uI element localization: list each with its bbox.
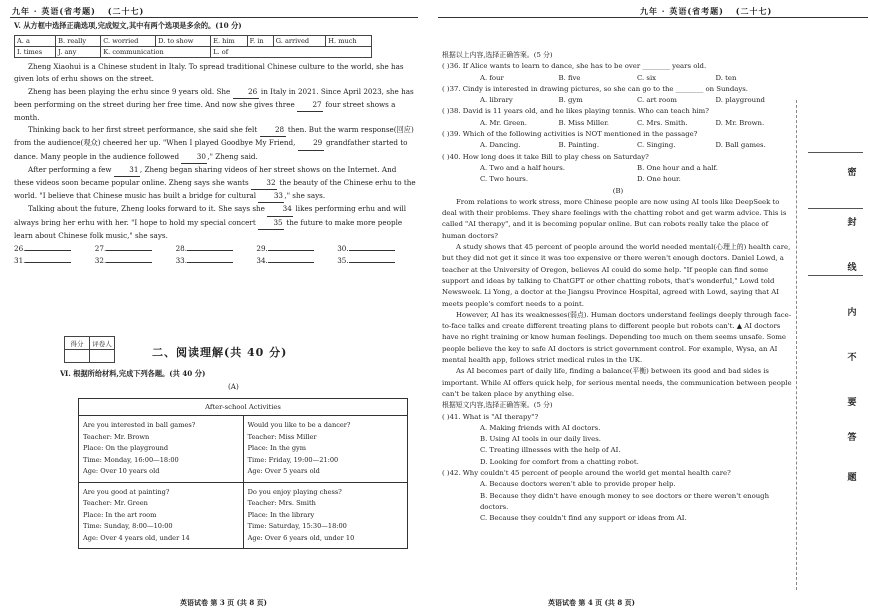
- marker-label: 评卷人: [90, 337, 115, 350]
- margin-rule: [808, 275, 863, 276]
- answer-row-2: [14, 255, 418, 267]
- bank-l: L. of: [211, 47, 372, 58]
- q38-stem: ( )38. David is 11 years old, and he likes playing tennis. Who can teach him?: [442, 107, 709, 116]
- activities-title: After-school Activities: [79, 399, 408, 416]
- q37-option-b[interactable]: B. gym: [558, 96, 583, 105]
- left-header-rule: [10, 17, 418, 18]
- margin-char-4: 内: [847, 308, 857, 318]
- score-cell[interactable]: [65, 350, 90, 363]
- activity-dancing: [243, 416, 407, 483]
- margin-rule: [808, 208, 863, 209]
- cloze-text: grandfather started to dance. Many people in the audience followed: [14, 138, 408, 161]
- blank-30[interactable]: 30: [181, 151, 207, 164]
- bank-i: I. times: [15, 47, 56, 58]
- q38-options: [442, 118, 794, 129]
- left-header-number: (二十七): [107, 6, 145, 16]
- activity-place: Place: On the playground: [83, 444, 169, 452]
- blank-29[interactable]: 29: [298, 137, 324, 150]
- activity-time: Time: Friday, 19:00—21:00: [247, 455, 339, 464]
- activity-age: Age: Over 5 years old: [247, 467, 320, 475]
- q40-options: [442, 163, 794, 186]
- q39-options: [442, 140, 794, 151]
- q39-option-d[interactable]: D. Ball games.: [715, 141, 766, 150]
- activity-painting: [79, 482, 244, 549]
- margin-char-7: 答: [847, 433, 857, 443]
- answer-label: 29.: [256, 244, 268, 254]
- cloze-text: ," she says.: [284, 191, 326, 201]
- q39-option-a[interactable]: A. Dancing.: [480, 141, 521, 150]
- q40-option-c[interactable]: C. Two hours.: [480, 175, 529, 184]
- word-bank: [14, 35, 372, 58]
- left-footer: 英语试卷 第 3 页 (共 8 页): [180, 598, 267, 607]
- cloze-text: the future to make more people learn about Chinese folk music," she says.: [14, 217, 403, 240]
- margin-rule: [808, 152, 863, 153]
- answer-label: 30.: [337, 244, 349, 254]
- score-box: [64, 336, 115, 363]
- instr-b: 根据短文内容,选择正确答案。(5 分): [442, 401, 553, 410]
- answer-line[interactable]: [349, 250, 395, 251]
- q39-stem: ( )39. Which of the following activities is NOT mentioned in the passage?: [442, 130, 698, 139]
- margin-char-1: 密: [847, 168, 857, 178]
- q41-option-b[interactable]: B. Using AI tools in our daily lives.: [480, 435, 601, 444]
- activity-question: Are you good at painting?: [83, 487, 170, 496]
- blank-26[interactable]: 26: [233, 86, 259, 99]
- passage-b-para-1: From relations to work stress, more Chinese people are now using AI tools like DeepSeek to deal with their problems. They share feelings with the chatting robot and get warm advice. This is called "AI therapy", and it is becoming popular online. But can robots really take the place of human doctors?: [442, 197, 787, 240]
- marker-cell[interactable]: [90, 350, 115, 363]
- cloze-text: the beauty of the Chinese erhu to the world. "I believe that Chinese music has built a bridge for cultural: [14, 178, 416, 201]
- blank-33[interactable]: 33: [258, 190, 284, 203]
- activity-age: Age: Over 4 years old, under 14: [83, 533, 190, 542]
- bank-g: G. arrived: [273, 36, 326, 47]
- bank-f: F. in: [247, 36, 273, 47]
- blank-34[interactable]: 34: [267, 203, 293, 216]
- section5-title: V. 从方框中选择正确选项,完成短文,其中有两个选项是多余的。(10 分): [14, 21, 242, 30]
- activity-teacher: Teacher: Miss Miller: [247, 432, 317, 441]
- q36-option-a[interactable]: A. four: [480, 73, 504, 82]
- q40-option-a[interactable]: A. Two and a half hours.: [480, 163, 565, 172]
- activity-question: Are you interested in ball games?: [83, 421, 196, 429]
- blank-35[interactable]: 35: [258, 217, 284, 230]
- cloze-text: Thinking back to her first street performance, she said she felt: [28, 125, 258, 135]
- answer-line[interactable]: [106, 262, 152, 263]
- cloze-text: four street shows a month.: [14, 99, 396, 123]
- q37-option-d[interactable]: D. playground: [715, 96, 765, 105]
- q40-stem: ( )40. How long does it take Bill to play chess on Saturday?: [442, 152, 649, 161]
- activity-time: Time: Sunday, 8:00—10:00: [83, 522, 173, 530]
- blank-28[interactable]: 28: [260, 124, 286, 137]
- bank-k: K. communication: [101, 47, 211, 58]
- activity-time: Time: Saturday, 15:30—18:00: [247, 522, 347, 530]
- cloze-para-1: Zheng Xiaohui is a Chinese student in Italy. To spread traditional Chinese culture to the world, she has given lots of erhu shows on the street.: [14, 62, 404, 84]
- q41-stem: ( )41. What is "AI therapy"?: [442, 412, 539, 421]
- answer-line[interactable]: [268, 250, 314, 251]
- right-column: [442, 50, 794, 524]
- q38-option-a[interactable]: A. Mr. Green.: [480, 118, 527, 127]
- passage-b-para-2: A study shows that 45 percent of people around the world needed mental(心理上的) health care, but they did not get it since it was too expensive or there weren't enough doctors. Daniel Lowd, a teacher at the University of Oregon, believes AI could do some help. "If people can find some support and ideas by talking to ChatGPT or other chatting robots, that's wonderful," Lowd told Newsweek. Li Yong, a doctor at the Jiangsu Province Hospital, agreed with Lowd, saying that AI meets people's comfort needs to a point.: [442, 243, 791, 308]
- left-page: [0, 0, 425, 615]
- activities-table: [78, 398, 408, 549]
- score-label: 得分: [65, 337, 90, 350]
- q38-option-b[interactable]: B. Miss Miller.: [558, 118, 609, 127]
- activity-question: Do you enjoy playing chess?: [247, 487, 342, 496]
- answer-line[interactable]: [106, 250, 152, 251]
- activity-teacher: Teacher: Mr. Brown: [83, 432, 150, 441]
- q38-option-c[interactable]: C. Mrs. Smith.: [637, 118, 688, 127]
- q41-options: [442, 423, 794, 468]
- cloze-para-5: [14, 203, 418, 242]
- bank-e: E. him: [211, 36, 247, 47]
- bank-d: D. to show: [156, 36, 211, 47]
- q41-option-d[interactable]: D. Looking for comfort from a chatting robot.: [480, 457, 639, 466]
- section6-title: Ⅵ. 根据所给材料,完成下列各题。(共 40 分): [60, 369, 206, 378]
- passage-b-para-3: However, AI has its weaknesses(弱点). Human doctors understand feelings deeply through face-to-face talks and create different treating plans to different people but robots can't. ▲ AI doctors have no right training or know human feelings. Depending too much on them seems unsafe. Some people believe the key to safe AI doctors is strict government control. For example, Wysa, an AI mental health app, follows strict medical rules in the UK.: [442, 310, 792, 365]
- bank-b: B. really: [56, 36, 101, 47]
- cloze-text: ," Zheng said.: [207, 151, 258, 161]
- q37-stem: ( )37. Cindy is interested in drawing pictures, so she can go to the ________ on Sundays.: [442, 84, 748, 93]
- q40-option-d[interactable]: D. One hour.: [637, 175, 681, 184]
- activity-time: Time: Monday, 16:00—18:00: [83, 455, 179, 464]
- margin-char-3: 线: [847, 263, 857, 273]
- q42-options: [442, 479, 794, 524]
- margin-char-6: 要: [847, 398, 857, 408]
- bank-a: A. a: [15, 36, 56, 47]
- activity-place: Place: In the gym: [247, 444, 307, 452]
- q36-options: [442, 73, 794, 84]
- passage-b-para-4: As AI becomes part of daily life, finding a balance(平衡) between its good and bad sides is important. While AI offers quick help, for serious mental needs, the communication between people can't be taken place by anything else.: [442, 367, 792, 398]
- q40-option-b[interactable]: B. One hour and a half.: [637, 163, 718, 172]
- q39-option-c[interactable]: C. Singing.: [637, 141, 676, 150]
- cloze-para-3: [14, 124, 418, 164]
- answer-label: 31.: [14, 256, 26, 266]
- answer-label: 34.: [256, 256, 268, 266]
- activity-question: Would you like to be a dancer?: [247, 421, 351, 429]
- blank-32[interactable]: 32: [251, 177, 277, 190]
- margin-char-2: 封: [847, 218, 857, 228]
- answer-line[interactable]: [268, 262, 314, 263]
- answer-label: 33.: [175, 256, 188, 266]
- q42-option-b[interactable]: B. Because they didn't have enough money to see doctors or there weren't enough doctors.: [480, 491, 770, 511]
- q41-option-a[interactable]: A. Making friends with AI doctors.: [480, 423, 601, 432]
- q39-option-b[interactable]: B. Painting.: [558, 141, 600, 150]
- answer-row-1: [14, 243, 418, 255]
- right-footer: 英语试卷 第 4 页 (共 8 页): [548, 598, 635, 607]
- bank-c: C. worried: [101, 36, 156, 47]
- q37-option-a[interactable]: A. library: [480, 96, 513, 105]
- q37-options: [442, 95, 794, 106]
- activity-place: Place: In the library: [247, 510, 315, 519]
- q42-stem: ( )42. Why couldn't 45 percent of people around the world get mental health care?: [442, 468, 731, 477]
- passage-a-label: (A): [228, 382, 239, 391]
- answer-label: 27.: [94, 244, 107, 254]
- activity-teacher: Teacher: Mr. Green: [83, 499, 148, 507]
- q42-option-a[interactable]: A. Because doctors weren't able to provide proper help.: [480, 480, 676, 489]
- bank-j: J. any: [56, 47, 101, 58]
- cloze-para-4: [14, 164, 418, 204]
- answer-line[interactable]: [25, 262, 71, 263]
- q36-option-c[interactable]: C. six: [637, 73, 657, 82]
- activity-age: Age: Over 10 years old: [83, 467, 160, 475]
- bank-h: H. much: [326, 36, 372, 47]
- q36-stem: ( )36. If Alice wants to learn to dance, she has to be over ________ years old.: [442, 62, 707, 71]
- activity-teacher: Teacher: Mrs. Smith: [247, 499, 316, 507]
- left-header-title: 九年 · 英语(省考题): [12, 6, 96, 16]
- margin-char-8: 题: [847, 473, 857, 483]
- cloze-text: Zheng has been playing the erhu since 9 years old. She: [28, 86, 231, 96]
- activity-age: Age: Over 6 years old, under 10: [247, 533, 355, 542]
- blank-31[interactable]: 31: [114, 164, 140, 177]
- section5: [14, 20, 418, 267]
- q42-option-c[interactable]: C. Because they couldn't find any support or ideas from AI.: [480, 514, 687, 523]
- answer-line[interactable]: [349, 262, 395, 263]
- answer-line[interactable]: [187, 262, 233, 263]
- answer-line[interactable]: [25, 250, 71, 251]
- activity-ball-games: [79, 416, 244, 483]
- right-header-rule: [438, 17, 868, 18]
- instr-a: 根据以上内容,选择正确答案。(5 分): [442, 51, 553, 59]
- cloze-text: likes performing erhu and will always bring her erhu with her. "I hope to hold my special concert: [14, 204, 407, 227]
- passage-b-label: (B): [612, 186, 624, 195]
- q37-option-c[interactable]: C. art room: [637, 96, 677, 105]
- cloze-text: Talking about the future, Zheng looks forward to it. She says she: [28, 204, 265, 214]
- blank-27[interactable]: 27: [297, 99, 323, 112]
- seal-line: [796, 100, 797, 590]
- cloze-text: in Italy in 2021. Since April 2023, she has been performing on the street during her free time. And now she gives three: [14, 86, 414, 109]
- answer-label: 32.: [94, 256, 107, 266]
- answer-line[interactable]: [187, 250, 233, 251]
- q41-option-c[interactable]: C. Treating illnesses with the help of AI.: [480, 446, 621, 455]
- right-header-title: 九年 · 英语(省考题): [640, 6, 724, 16]
- q36-option-d[interactable]: D. ten: [715, 73, 737, 82]
- part2-title: 二、阅读理解(共 40 分): [152, 346, 288, 359]
- cloze-para-2: [14, 86, 418, 125]
- cloze-text: After performing a few: [28, 164, 112, 174]
- answer-label: 35.: [337, 256, 349, 266]
- margin-char-5: 不: [847, 353, 857, 363]
- activity-chess: [243, 482, 407, 549]
- q36-option-b[interactable]: B. five: [558, 73, 581, 82]
- right-header-number: (二十七): [735, 6, 773, 16]
- cloze-text: then. But the warm response(回应) from the audience(观众) cheered her up. "When I played Goodbye My Friend,: [14, 125, 414, 148]
- activity-place: Place: In the art room: [83, 510, 157, 519]
- right-page: [430, 0, 870, 615]
- answer-label: 28.: [175, 244, 188, 254]
- q38-option-d[interactable]: D. Mr. Brown.: [715, 118, 765, 127]
- cloze-text: , Zheng began sharing videos of her street shows on the Internet. And these videos soon became popular online. Zheng says she wants: [14, 164, 397, 188]
- answer-label: 26.: [14, 244, 26, 254]
